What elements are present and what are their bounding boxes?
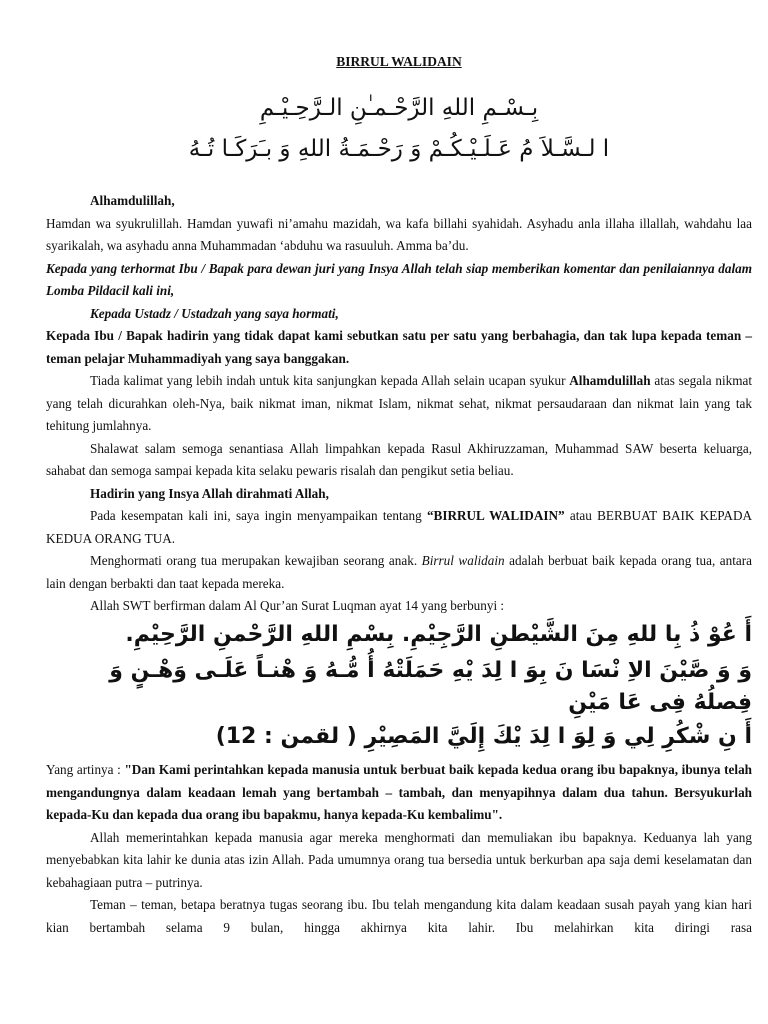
paragraph-syukur [46, 370, 752, 438]
translation-quote: "Dan Kami perintahkan kepada manusia untuk berbuat baik kepada kedua orang ibu bapaknya, ibunya telah mengandungnya dalam keadaan lemah yang bertambah – tambah, dan menyapihnya dalam dua tahun. Bersyukurlah kepada-Ku dan kepada dua orang ibu bapakmu, hanya kepada-Ku kembalimu". [46, 762, 753, 822]
opening-section [46, 190, 752, 618]
paragraph-menghormati [46, 550, 752, 595]
paragraph-alhamdulillah: Alhamdulillah, [90, 193, 175, 208]
verse-line-4: أَ نِ شْكُرِ لِي وَ لِوَ ا لِدَ يْكَ إِلَيَّ المَصِيْرِ ( لقمن : 12) [215, 724, 752, 749]
paragraph-dewan-juri: Kepada yang terhormat Ibu / Bapak para dewan juri yang Insya Allah telah siap memberikan komentar dan penilaiannya dalam Lomba Pildacil kali ini, [46, 260, 752, 298]
salam-greeting: ا لـسَّـلاَ مُ عَـلَـيْـكُـمْ وَ رَحْـمَـةُ اللهِ وَ بـَرَكَـا تُـهُ [188, 136, 610, 162]
text-segment: atas segala nikmat yang telah dicurahkan oleh-Nya, baik nikmat iman, nikmat Islam, nikmat sehat, nikmat persaudaraan dan nikmat lain yang tak tehitung jumlahnya. [46, 373, 753, 433]
text-segment-bold: “BIRRUL WALIDAIN” [426, 508, 565, 523]
text-segment: Yang artinya : [46, 762, 125, 777]
verse-line-2: وَ وَ صَّيْنَ الاِ نْسَا نَ بِوَ ا لِدَ يْهِ حَمَلَتْهُ أُ مُّـهُ وَ هْنـاً عَلَـى وَهْـنٍ وَ [109, 658, 752, 683]
verse-line-3: فِصلُهُ فِى عَا مَيْنِ [568, 690, 752, 715]
paragraph-shalawat: Shalawat salam semoga senantiasa Allah limpahkan kepada Rasul Akhiruzzaman, Muhammad SAW beserta keluarga, sahabat dan semoga sampai kepada kita selaku pewaris risalah dan pengikut setia beliau. [46, 440, 752, 478]
document-title: BIRRUL WALIDAIN [336, 54, 462, 69]
text-segment-bold: Alhamdulillah [569, 373, 651, 388]
text-segment: Pada kesempatan kali ini, saya ingin menyampaikan tentang [90, 508, 427, 523]
translation-section [46, 759, 752, 939]
text-segment: Menghormati orang tua merupakan kewajiban seorang anak. [90, 553, 422, 568]
verse-line-1: أَ عُوْ ذُ بِا للهِ مِنَ الشَّيْطنِ الرَّجِيْمِ. بِسْمِ اللهِ الرَّحْمنِ الرَّحِيْمِ. [125, 622, 752, 647]
paragraph-tugas-ibu: Teman – teman, betapa beratnya tugas seorang ibu. Ibu telah mengandung kita dalam keadaan susah payah yang kian hari kian bertambah selama 9 bulan, hingga akhirnya kita lahir. Ibu melahirkan kita diringi rasa [46, 897, 752, 935]
text-segment-italic: Birrul walidain [421, 553, 505, 568]
paragraph-memuliakan: Allah memerintahkan kepada manusia agar mereka menghormati dan memuliakan ibu bapaknya. Keduanya lah yang menyebabkan kita lahir ke dunia atas izin Allah. Pada umumnya orang tua bersedia untuk berkurban apa saja demi keselamatan dan kebahagiaan putra – putrinya. [46, 829, 752, 890]
paragraph-translation [46, 759, 752, 827]
text-segment: Tiada kalimat yang lebih indah untuk kita sanjungkan kepada Allah selain ucapan syukur [90, 373, 570, 388]
paragraph-hadirin: Kepada Ibu / Bapak hadirin yang tidak dapat kami sebutkan satu per satu yang berbahagia, dan tak lupa kepada teman – teman pelajar Muhammadiyah yang saya banggakan. [46, 328, 752, 366]
paragraph-ustadz: Kepada Ustadz / Ustadzah yang saya hormati, [90, 305, 339, 321]
basmalah: بِـسْـمِ اللهِ الرَّحْـمـٰنِ الـرَّحِـيْـمِ [259, 95, 539, 121]
paragraph-firman: Allah SWT berfirman dalam Al Qur’an Surat Luqman ayat 14 yang berbunyi : [90, 598, 505, 613]
paragraph-hamdan: Hamdan wa syukrulillah. Hamdan yuwafi ni’amahu mazidah, wa kafa billahi syahidah. Asyhadu anla illaha illallah, wahdahu laa syarikalah, wa asyhadu anna Muhammadan ‘abduhu wa rasuuluh. Amma ba’du. [46, 215, 752, 253]
text-segment: adalah berbuat baik kepada orang tua, antara lain dengan berbakti dan taat kepada mereka. [46, 553, 752, 591]
paragraph-kesempatan [46, 505, 752, 550]
text-segment: atau BERBUAT BAIK KEPADA KEDUA ORANG TUA. [46, 508, 752, 546]
paragraph-dirahmati: Hadirin yang Insya Allah dirahmati Allah, [90, 485, 329, 501]
